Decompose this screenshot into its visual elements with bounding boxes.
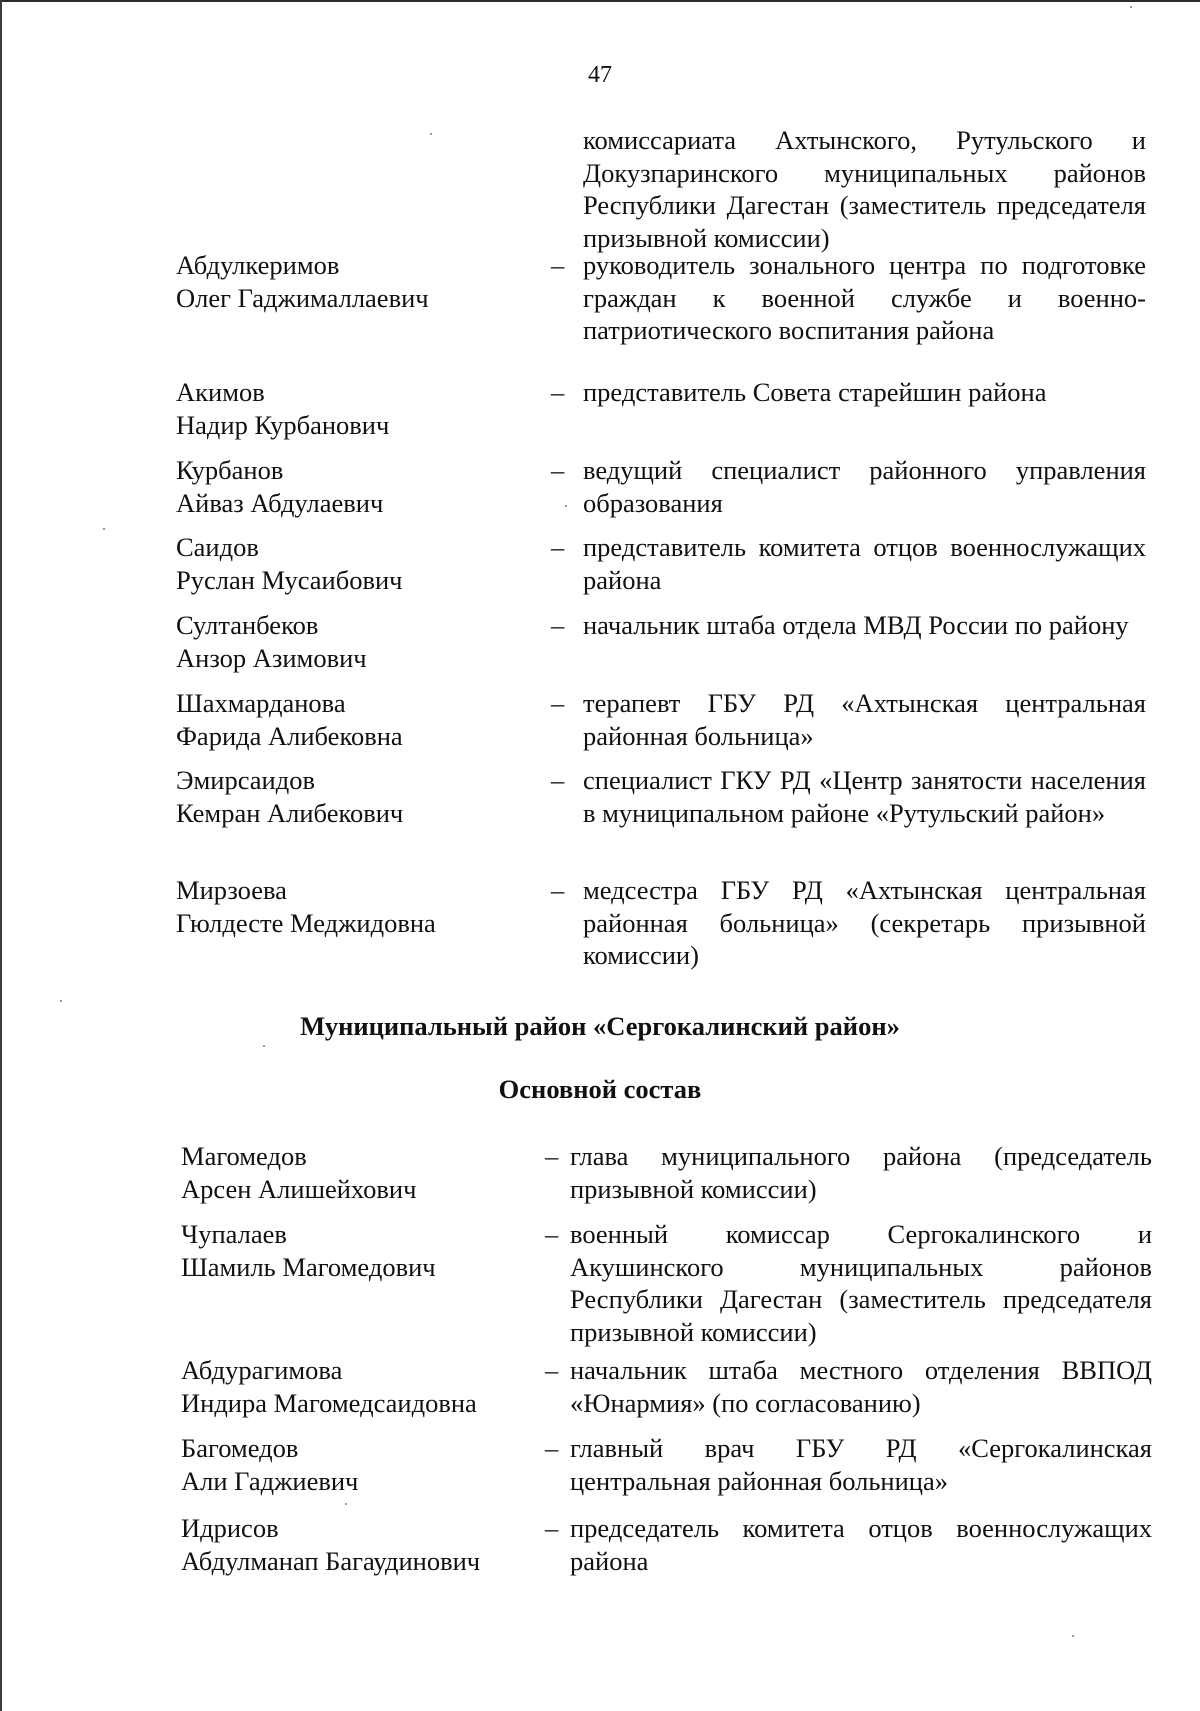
member-surname: Султанбеков xyxy=(176,610,319,640)
member-given-name: Шамиль Магомедович xyxy=(181,1251,436,1282)
dash-separator: – xyxy=(551,765,565,795)
member-surname: Саидов xyxy=(176,532,259,562)
member-entry xyxy=(0,874,1200,994)
member-name xyxy=(176,376,389,441)
member-surname: Идрисов xyxy=(181,1513,279,1543)
member-surname: Мирзоева xyxy=(176,875,287,905)
member-role: начальник штаба местного отделения ВВПОД «Юнармия» (по согласованию) xyxy=(570,1355,1152,1418)
member-given-name: Руслан Мусаибович xyxy=(176,564,403,595)
member-entry xyxy=(0,249,1200,369)
dash-separator: – xyxy=(545,1513,559,1543)
composition-subheading: Основной состав xyxy=(498,1074,702,1104)
member-given-name: Олег Гаджималлаевич xyxy=(176,282,429,313)
member-surname: Магомедов xyxy=(181,1141,307,1171)
dash-separator: – xyxy=(551,875,565,905)
scan-speck xyxy=(103,528,105,530)
scan-speck xyxy=(1130,6,1132,8)
scan-speck xyxy=(263,1045,265,1047)
member-given-name: Фарида Алибековна xyxy=(176,720,403,751)
member-entry xyxy=(0,764,1200,884)
dash-separator: – xyxy=(551,688,565,718)
dash-separator: – xyxy=(551,377,565,407)
dash-separator: – xyxy=(551,455,565,485)
district-heading: Муниципальный район «Сергокалинский район» xyxy=(300,1011,900,1041)
member-name xyxy=(181,1354,477,1419)
member-role: председатель комитета отцов военнослужащих района xyxy=(570,1513,1152,1576)
member-entry xyxy=(0,1218,1200,1347)
continued-role-text: комиссариата Ахтынского, Рутульского и Докузпаринского муниципальных районов Республики Дагестан (заместитель председателя призывной комиссии) xyxy=(583,125,1146,253)
member-name xyxy=(176,687,403,752)
member-surname: Шахмарданова xyxy=(176,688,346,718)
member-given-name: Индира Магомедсаидовна xyxy=(181,1387,477,1418)
dash-separator: – xyxy=(545,1219,559,1249)
member-given-name: Арсен Алишейхович xyxy=(181,1173,417,1204)
member-surname: Акимов xyxy=(176,377,265,407)
member-role: ведущий специалист районного управления образования xyxy=(583,455,1146,518)
dash-separator: – xyxy=(551,250,565,280)
member-given-name: Абдулманап Багаудинович xyxy=(181,1545,481,1576)
member-name xyxy=(181,1512,480,1577)
member-role: представитель комитета отцов военнослужащих района xyxy=(583,532,1146,595)
member-name xyxy=(181,1218,436,1283)
member-role: специалист ГКУ РД «Центр занятости населения в муниципальном районе «Рутульский район» xyxy=(583,765,1146,828)
member-role: начальник штаба отдела МВД России по району xyxy=(583,610,1129,640)
member-surname: Курбанов xyxy=(176,455,284,485)
member-given-name: Кемран Алибекович xyxy=(176,797,404,828)
member-given-name: Али Гаджиевич xyxy=(181,1465,359,1496)
scan-top-border xyxy=(0,0,1200,2)
member-surname: Чупалаев xyxy=(181,1219,287,1249)
member-name xyxy=(176,249,429,314)
dash-separator: – xyxy=(545,1355,559,1385)
member-given-name: Надир Курбанович xyxy=(176,409,390,440)
member-role: медсестра ГБУ РД «Ахтынская центральная районная больница» (секретарь призывной комиссии) xyxy=(583,875,1146,970)
scan-speck xyxy=(565,505,567,507)
member-surname: Эмирсаидов xyxy=(176,765,315,795)
member-role: руководитель зонального центра по подготовке граждан к военной службе и военно-патриотического воспитания района xyxy=(583,250,1146,345)
member-surname: Абдулкеримов xyxy=(176,250,340,280)
member-given-name: Гюлдесте Меджидовна xyxy=(176,907,436,938)
member-name xyxy=(181,1432,358,1497)
member-name xyxy=(181,1140,416,1205)
member-surname: Абдурагимова xyxy=(181,1355,343,1385)
member-given-name: Анзор Азимович xyxy=(176,642,367,673)
member-role: военный комиссар Сергокалинского и Акушинского муниципальных районов Республики Дагестан (заместитель председателя призывной комиссии) xyxy=(570,1219,1152,1347)
member-role: глава муниципального района (председатель призывной комиссии) xyxy=(570,1141,1152,1204)
member-name xyxy=(176,531,402,596)
dash-separator: – xyxy=(545,1141,559,1171)
dash-separator: – xyxy=(551,532,565,562)
scan-speck xyxy=(1072,1635,1074,1637)
dash-separator: – xyxy=(551,610,565,640)
member-role: терапевт ГБУ РД «Ахтынская центральная районная больница» xyxy=(583,688,1146,751)
page-number: 47 xyxy=(588,62,612,88)
member-entry xyxy=(0,1512,1200,1632)
dash-separator: – xyxy=(545,1433,559,1463)
member-name xyxy=(176,874,436,939)
member-surname: Багомедов xyxy=(181,1433,299,1463)
scan-speck xyxy=(60,1000,62,1002)
member-name xyxy=(176,609,367,674)
member-name xyxy=(176,454,383,519)
member-given-name: Айваз Абдулаевич xyxy=(176,487,384,518)
member-role: главный врач ГБУ РД «Сергокалинская центральная районная больница» xyxy=(570,1433,1152,1496)
scan-speck xyxy=(345,1503,347,1505)
member-name xyxy=(176,764,403,829)
member-role: представитель Совета старейшин района xyxy=(583,377,1047,407)
scan-speck xyxy=(430,133,432,135)
